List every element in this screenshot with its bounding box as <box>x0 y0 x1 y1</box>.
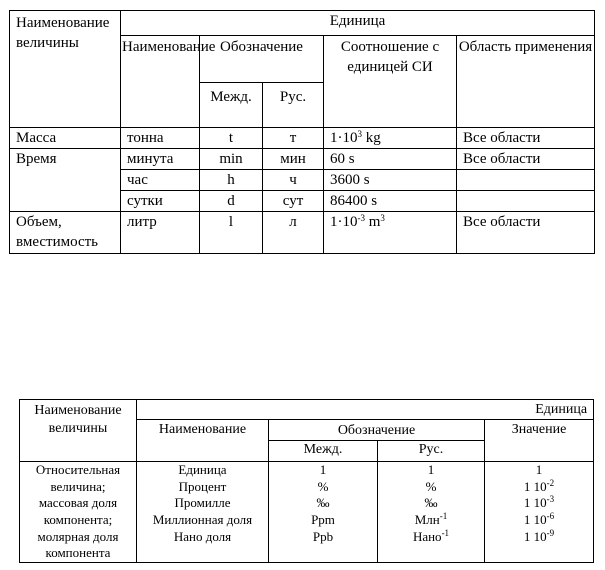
list-item: 1 $10^{-9}$ <box>523 527 555 544</box>
header-name: Наименование <box>137 420 269 462</box>
list-item: 1 $10^{-2}$ <box>523 477 555 494</box>
row-name: час <box>121 170 200 191</box>
row-name: минута <box>121 149 200 170</box>
list-item: Промилле <box>174 495 231 511</box>
rus-column <box>378 462 485 563</box>
units-table-time-mass-volume <box>9 10 595 254</box>
list-item: 1 <box>427 462 435 477</box>
header-quantity: Наименование величины <box>20 400 137 462</box>
header-quantity: Наименование величины <box>10 11 121 128</box>
header-unit-group: Единица <box>121 11 595 36</box>
row-intl: h <box>200 170 263 191</box>
list-item: 1 $10^{-6}$ <box>523 511 555 528</box>
units-table-relative-quantities <box>19 399 594 563</box>
row-quantity: Время <box>10 149 121 170</box>
row-rus: т <box>263 128 324 149</box>
table-row <box>10 170 595 191</box>
list-item: Нано доля <box>173 528 232 544</box>
list-item: 1 $10^{-3}$ <box>523 494 555 511</box>
list-item: Нано$^{-1}$ <box>412 527 450 544</box>
row-application: Все области <box>457 128 595 149</box>
list-item: Единица <box>178 462 227 477</box>
row-application: Все области <box>457 149 595 170</box>
row-ratio: $1\cdot 10^{-3}$ $m^3$ <box>324 212 457 254</box>
row-ratio: 3600 s <box>324 170 457 191</box>
list-item: % <box>317 478 329 494</box>
row-quantity: Объем, вместимость <box>10 212 121 254</box>
header-rus: Рус. <box>378 441 485 462</box>
row-ratio: 60 s <box>324 149 457 170</box>
value-column <box>485 462 594 563</box>
header-intl: Межд. <box>269 441 378 462</box>
row-application <box>457 170 595 191</box>
list-item: Процент <box>178 478 227 494</box>
header-unit-group: Единица <box>137 400 594 420</box>
header-intl: Межд. <box>200 83 263 128</box>
header-si-ratio: Соотношение с единицей СИ <box>324 36 457 128</box>
header-application: Область применения <box>457 36 595 128</box>
row-rus: л <box>263 212 324 254</box>
row-name: тонна <box>121 128 200 149</box>
list-item: 1 <box>535 462 543 477</box>
row-name: сутки <box>121 191 200 212</box>
row-quantity <box>10 191 121 212</box>
list-item: ‰ <box>424 495 438 511</box>
row-rus: ч <box>263 170 324 191</box>
row-rus: сут <box>263 191 324 212</box>
table-row <box>10 191 595 212</box>
quantity-cell: Относительная величина; массовая доля компонента; молярная доля компонента <box>20 462 137 563</box>
header-designation: Обозначение <box>200 36 324 83</box>
row-intl: l <box>200 212 263 254</box>
row-application: Все области <box>457 212 595 254</box>
list-item: Млн$^{-1}$ <box>414 511 448 528</box>
row-application <box>457 191 595 212</box>
list-item: ‰ <box>316 495 330 511</box>
table-row <box>10 149 595 170</box>
row-quantity <box>10 170 121 191</box>
row-ratio: 86400 s <box>324 191 457 212</box>
table-row <box>10 128 595 149</box>
list-item: Ppm <box>311 512 335 528</box>
header-name: Наименование <box>121 36 200 128</box>
name-column <box>137 462 269 563</box>
row-quantity: Масса <box>10 128 121 149</box>
row-rus: мин <box>263 149 324 170</box>
list-item: Ppb <box>312 528 334 544</box>
list-item: % <box>425 478 437 494</box>
row-intl: min <box>200 149 263 170</box>
list-item: 1 <box>319 462 327 477</box>
row-intl: d <box>200 191 263 212</box>
row-ratio: $1\cdot 10^3$ kg <box>324 128 457 149</box>
header-designation: Обозначение <box>269 420 485 441</box>
table-row <box>10 212 595 254</box>
header-value: Значение <box>485 420 594 462</box>
intl-column <box>269 462 378 563</box>
list-item: Миллионная доля <box>152 512 253 528</box>
row-intl: t <box>200 128 263 149</box>
row-name: литр <box>121 212 200 254</box>
header-rus: Рус. <box>263 83 324 128</box>
